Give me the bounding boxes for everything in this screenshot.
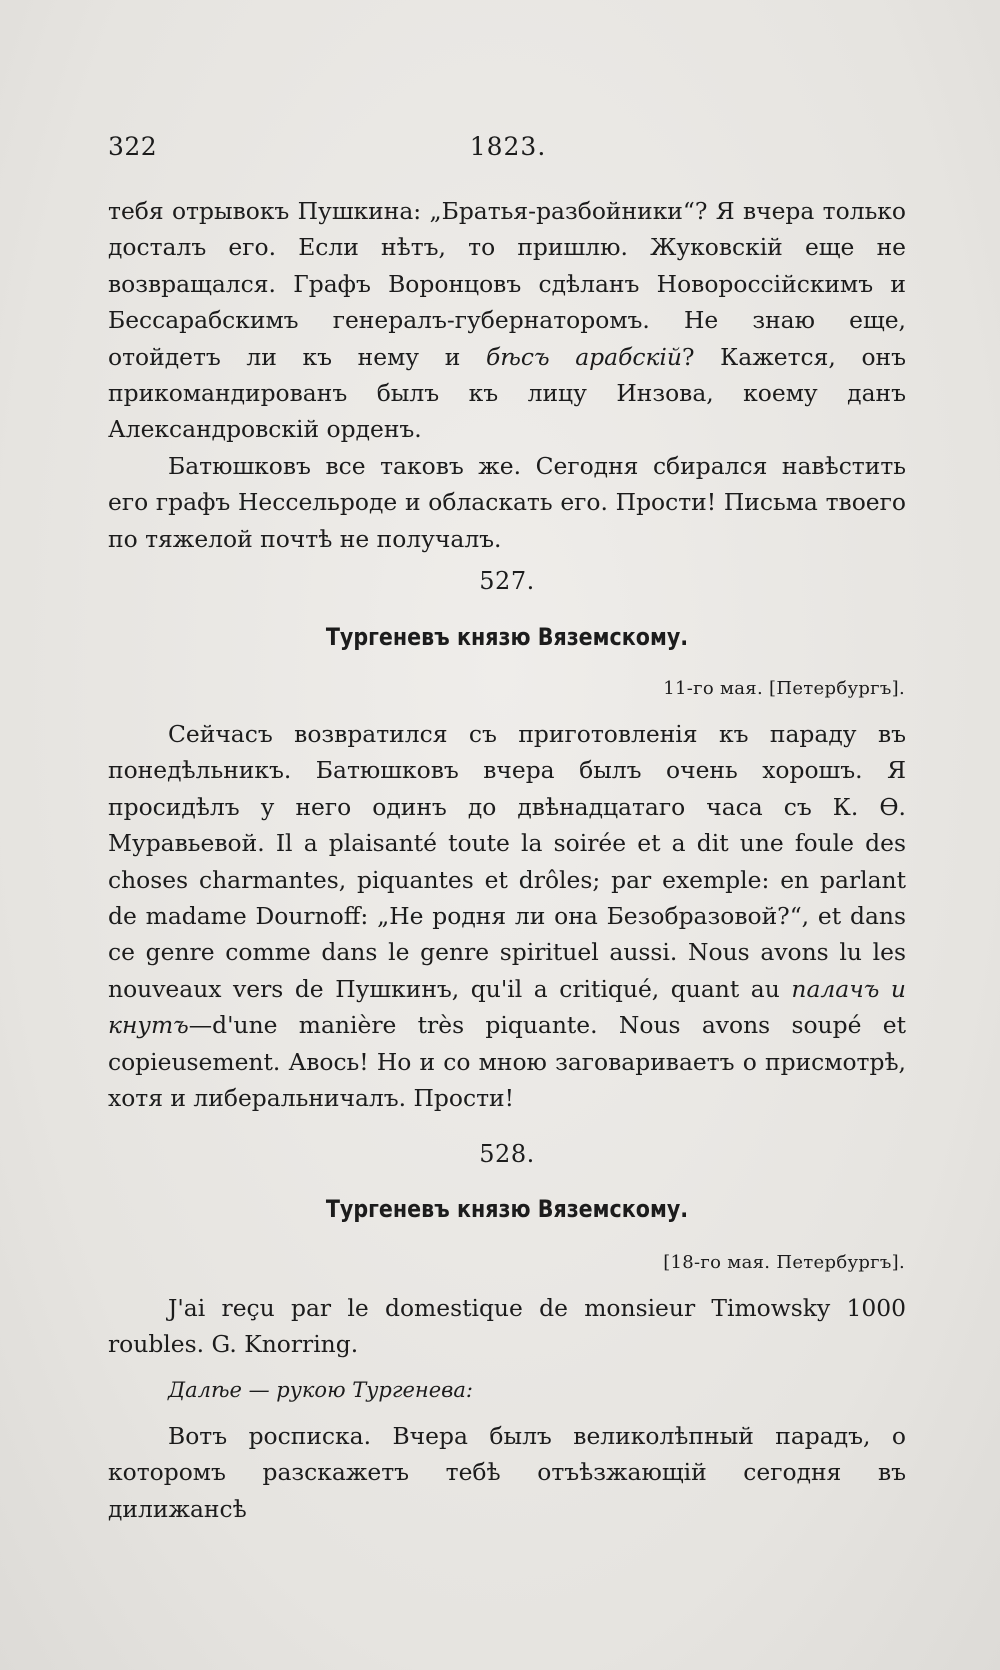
letter-number: 527. (479, 567, 535, 595)
paragraph (108, 716, 906, 1116)
editorial-note: Далѣе — рукою Тургенева: (168, 1378, 473, 1402)
continued-letter-text (108, 193, 906, 557)
letter-title: Тургеневъ князю Вяземскому. (325, 623, 689, 651)
text-run: ? Кажется, онъ прикомандированъ былъ къ лицу Инзова, коему данъ Александровскій орденъ. (108, 342, 907, 444)
letter-dateline: [18-го мая. Петербургъ]. (663, 1252, 905, 1273)
letter-title: Тургеневъ князю Вяземскому. (325, 1195, 689, 1223)
text-run: —d'une manière très piquante. Nous avons soupé et copieusement. Авось! Но и со мною заговариваетъ о присмотрѣ, хотя и либеральничалъ. Прости! (108, 1011, 906, 1113)
letter-528-continuation (108, 1418, 906, 1527)
letter-number: 528. (479, 1140, 535, 1168)
italic-phrase: бѣсъ арабскій (485, 342, 682, 371)
text-run: Сейчасъ возвратился съ приготовленія къ параду въ понедѣльникъ. Батюшковъ вчера былъ очень хорошъ. Я просидѣлъ у него одинъ до двѣнадцатаго часа съ К. Ѳ. Муравьевой. Il a plaisanté toute la soirée et a dit une foule des choses charmantes, piquantes et drôles; par exemple: en parlant de madame Dournoff: „Не родня ли она Безобразовой?“, et dans ce genre comme dans le genre spirituel aussi. Nous avons lu les nouveaux vers de Пушкинъ, qu'il a critiqué, quant au (108, 720, 906, 1003)
header-year: 1823. (469, 132, 547, 161)
letter-dateline: 11-го мая. [Петербургъ]. (663, 678, 905, 699)
letter-528-body (108, 1290, 906, 1363)
paragraph: Батюшковъ все таковъ же. Сегодня сбирался навѣстить его графъ Нессельроде и обласкать его. Прости! Письма твоего по тяжелой почтѣ не получалъ. (108, 451, 906, 553)
paragraph (108, 193, 906, 448)
letter-527-body (108, 716, 906, 1116)
paragraph: Вотъ росписка. Вчера былъ великолѣпный парадъ, о которомъ разскажетъ тебѣ отъѣзжающій сегодня въ дилижансѣ (108, 1422, 906, 1523)
italic-phrase: палачъ и кнутъ (108, 974, 906, 1040)
paragraph: J'ai reçu par le domestique de monsieur Timowsky 1000 roubles. G. Knorring. (108, 1294, 906, 1359)
page-number: 322 (108, 132, 158, 161)
running-header (108, 132, 908, 168)
text-run: тебя отрывокъ Пушкина: „Братья-разбойники“? Я вчера только досталъ его. Если нѣтъ, то пришлю. Жуковскій еще не возвращался. Графъ Воронцовъ сдѣланъ Новороссійскимъ и Бессарабскимъ генералъ-губернаторомъ. Не знаю еще, отойдетъ ли къ нему и (108, 197, 906, 371)
